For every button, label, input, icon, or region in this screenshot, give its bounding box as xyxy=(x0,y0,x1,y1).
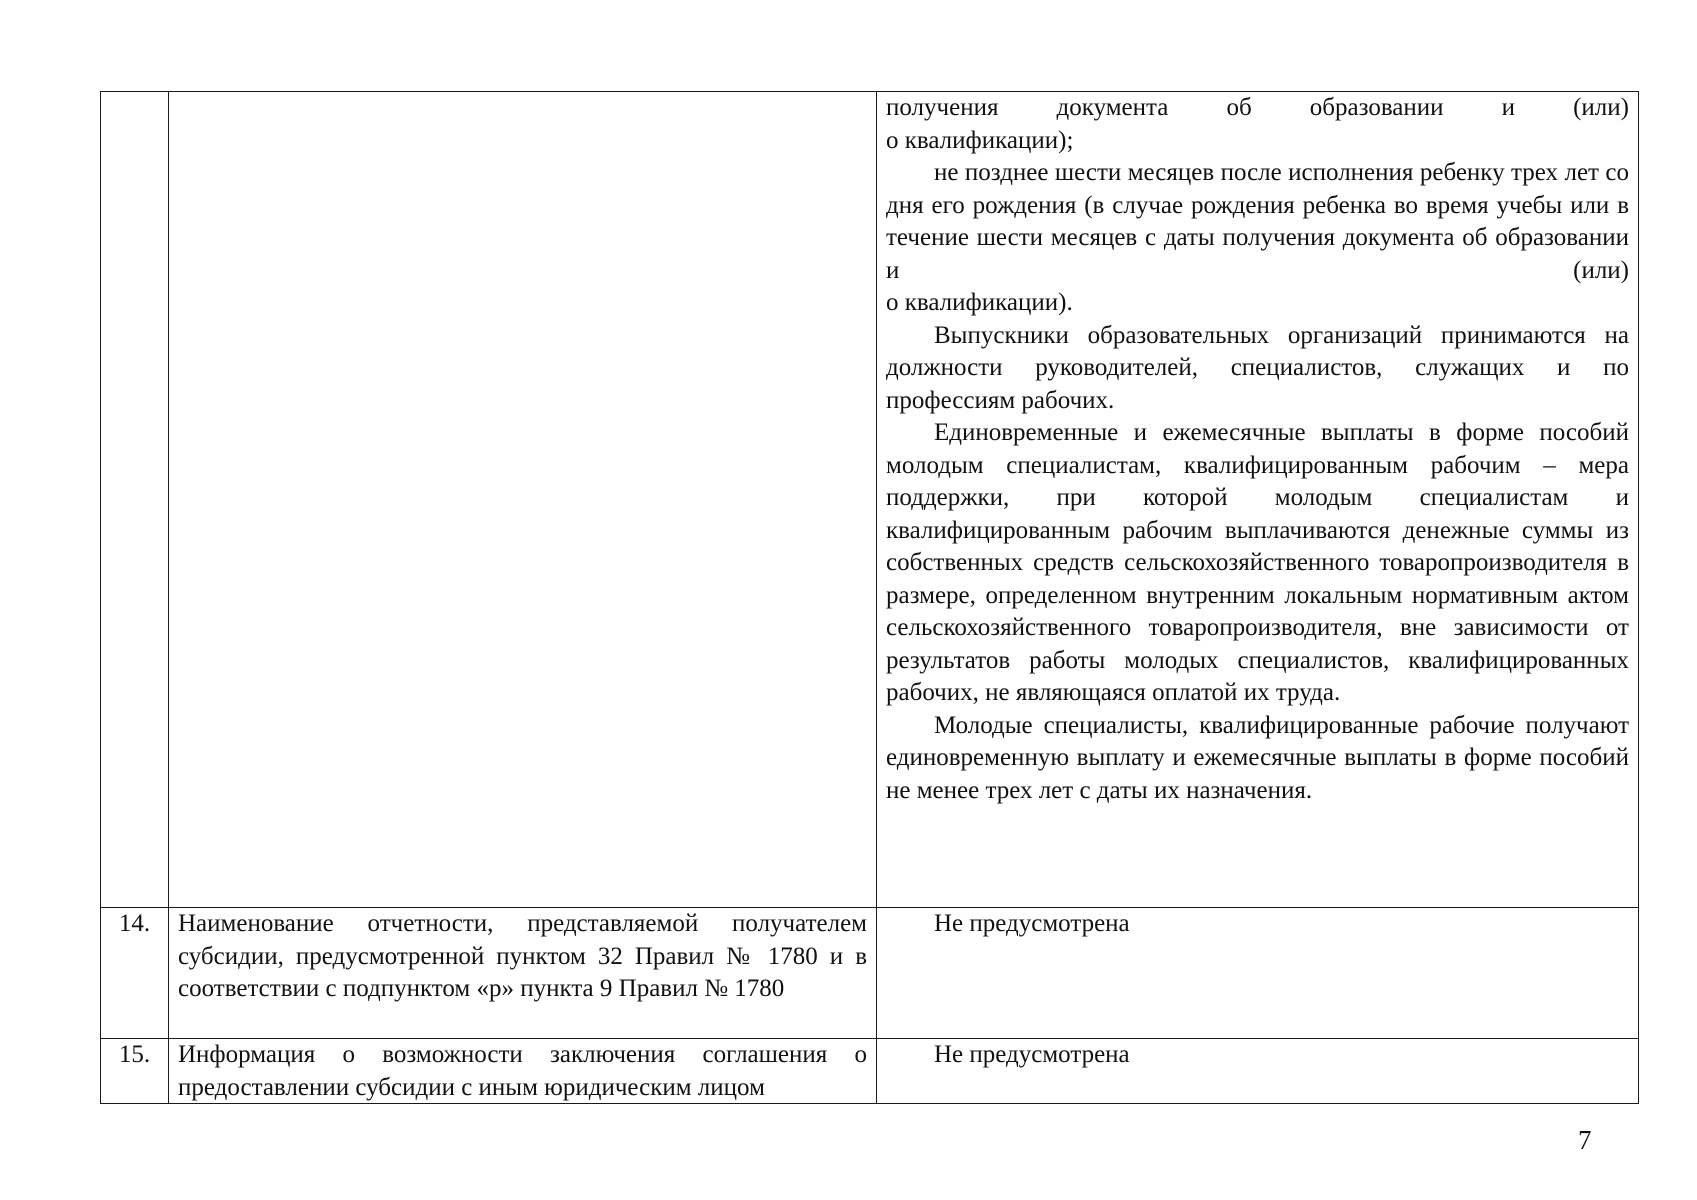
value-paragraph: не позднее шести месяцев после исполнения ребенку трех лет со дня его рождения (в случае рождения ребенка во время учебы или в течение шести месяцев с даты получения документа об образовании и (или) xyxy=(886,159,1629,284)
table-row-15 xyxy=(101,1039,1639,1104)
page-number: 7 xyxy=(1578,1125,1592,1155)
row-name-cell xyxy=(169,92,877,908)
table-row-14 xyxy=(101,908,1639,1039)
row-name-text: Наименование отчетности, представляемой получателем субсидии, предусмотренной пунктом 32 Правил № 1780 и в соответствии с подпунктом «р» пункта 9 Правил № 1780 xyxy=(178,910,867,1002)
value-line: получения документа об образовании и (или) xyxy=(886,94,1629,121)
value-line: о квалификации); xyxy=(886,126,1074,154)
row-name-text: Информация о возможности заключения соглашения о предоставлении субсидии с иным юридическим лицом xyxy=(178,1041,867,1101)
document-table xyxy=(100,91,1639,1104)
row-name xyxy=(169,1039,877,1104)
row-value xyxy=(877,1039,1639,1104)
value-paragraph: Выпускники образовательных организаций принимаются на должности руководителей, специалистов, служащих и по профессиям рабочих. xyxy=(886,321,1629,414)
row-value-cell xyxy=(877,92,1639,908)
value-paragraph: Молодые специалисты, квалифицированные рабочие получают единовременную выплату и ежемесячные выплаты в форме пособий не менее трех лет с даты их назначения. xyxy=(886,711,1629,804)
row-number-cell xyxy=(101,92,169,908)
row-name xyxy=(169,908,877,1039)
table-row-continuation xyxy=(101,92,1639,908)
row-value-text: Не предусмотрена xyxy=(934,910,1130,937)
row-value xyxy=(877,908,1639,1039)
value-paragraph: Единовременные и ежемесячные выплаты в форме пособий молодым специалистам, квалифицированным рабочим – мера поддержки, при которой молодым специалистам и квалифицированным рабочим выплачиваются денежные суммы из собственных средств сельскохозяйственного товаропроизводителя в размере, определенном внутренним локальным нормативным актом сельскохозяйственного товаропроизводителя, вне зависимости от результатов работы молодых специалистов, квалифицированных рабочих, не являющаяся оплатой их труда. xyxy=(886,419,1629,706)
row-value-text: Не предусмотрена xyxy=(934,1041,1130,1068)
value-paragraph-tail: о квалификации). xyxy=(886,289,1073,316)
row-number: 14. xyxy=(101,908,169,1039)
row-number: 15. xyxy=(101,1039,169,1104)
